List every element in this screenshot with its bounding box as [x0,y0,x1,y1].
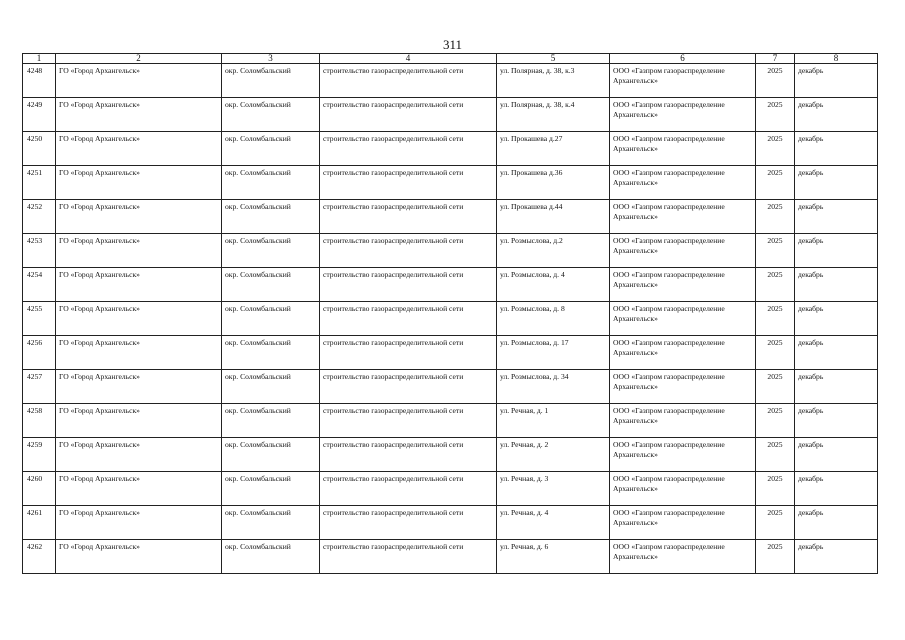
district-cell: окр. Соломбальский [222,370,320,404]
district-cell: окр. Соломбальский [222,234,320,268]
work-type-cell: строительство газораспределительной сети [320,302,497,336]
year-cell: 2025 [756,234,795,268]
address-cell: ул. Прокашева д.27 [497,132,610,166]
page-number: 311 [442,37,463,52]
year-cell: 2025 [756,132,795,166]
month-cell: декабрь [795,336,878,370]
row-number-cell: 4250 [23,132,56,166]
district-cell: окр. Соломбальский [222,540,320,574]
month-cell: декабрь [795,200,878,234]
month-cell: декабрь [795,268,878,302]
column-number: 6 [610,54,756,64]
row-number-cell: 4262 [23,540,56,574]
municipality-cell: ГО «Город Архангельск» [56,166,222,200]
row-number-cell: 4256 [23,336,56,370]
municipality-cell: ГО «Город Архангельск» [56,336,222,370]
row-number-cell: 4248 [23,64,56,98]
organization-cell: ООО «Газпром газораспределение Архангельск» [610,370,756,404]
work-type-cell: строительство газораспределительной сети [320,234,497,268]
month-cell: декабрь [795,370,878,404]
address-cell: ул. Розмыслова, д. 34 [497,370,610,404]
district-cell: окр. Соломбальский [222,472,320,506]
work-type-cell: строительство газораспределительной сети [320,200,497,234]
year-cell: 2025 [756,302,795,336]
row-number-cell: 4259 [23,438,56,472]
address-cell: ул. Речная, д. 6 [497,540,610,574]
row-number-cell: 4252 [23,200,56,234]
year-cell: 2025 [756,370,795,404]
organization-cell: ООО «Газпром газораспределение Архангельск» [610,404,756,438]
district-cell: окр. Соломбальский [222,98,320,132]
municipality-cell: ГО «Город Архангельск» [56,132,222,166]
table-row [23,268,878,302]
organization-cell: ООО «Газпром газораспределение Архангельск» [610,438,756,472]
year-cell: 2025 [756,200,795,234]
district-cell: окр. Соломбальский [222,404,320,438]
municipality-cell: ГО «Город Архангельск» [56,64,222,98]
organization-cell: ООО «Газпром газораспределение Архангельск» [610,200,756,234]
row-number-cell: 4257 [23,370,56,404]
address-cell: ул. Полярная, д. 38, к.3 [497,64,610,98]
organization-cell: ООО «Газпром газораспределение Архангельск» [610,64,756,98]
row-number-cell: 4261 [23,506,56,540]
work-type-cell: строительство газораспределительной сети [320,268,497,302]
district-cell: окр. Соломбальский [222,200,320,234]
address-cell: ул. Речная, д. 3 [497,472,610,506]
table-row [23,404,878,438]
month-cell: декабрь [795,302,878,336]
year-cell: 2025 [756,472,795,506]
table-row [23,506,878,540]
month-cell: декабрь [795,540,878,574]
column-number-row [23,54,878,64]
table-row [23,336,878,370]
year-cell: 2025 [756,404,795,438]
district-cell: окр. Соломбальский [222,268,320,302]
address-cell: ул. Прокашева д.36 [497,166,610,200]
year-cell: 2025 [756,98,795,132]
work-type-cell: строительство газораспределительной сети [320,370,497,404]
work-type-cell: строительство газораспределительной сети [320,64,497,98]
works-table [22,53,878,574]
month-cell: декабрь [795,132,878,166]
row-number-cell: 4258 [23,404,56,438]
address-cell: ул. Речная, д. 4 [497,506,610,540]
year-cell: 2025 [756,540,795,574]
row-number-cell: 4253 [23,234,56,268]
organization-cell: ООО «Газпром газораспределение Архангельск» [610,302,756,336]
municipality-cell: ГО «Город Архангельск» [56,472,222,506]
municipality-cell: ГО «Город Архангельск» [56,438,222,472]
column-number: 7 [756,54,795,64]
column-number: 2 [56,54,222,64]
table-row [23,438,878,472]
column-number: 1 [23,54,56,64]
table-row [23,64,878,98]
work-type-cell: строительство газораспределительной сети [320,336,497,370]
year-cell: 2025 [756,438,795,472]
address-cell: ул. Полярная, д. 38, к.4 [497,98,610,132]
municipality-cell: ГО «Город Архангельск» [56,302,222,336]
work-type-cell: строительство газораспределительной сети [320,540,497,574]
month-cell: декабрь [795,506,878,540]
address-cell: ул. Розмыслова, д.2 [497,234,610,268]
address-cell: ул. Прокашева д.44 [497,200,610,234]
month-cell: декабрь [795,98,878,132]
municipality-cell: ГО «Город Архангельск» [56,268,222,302]
address-cell: ул. Розмыслова, д. 4 [497,268,610,302]
municipality-cell: ГО «Город Архангельск» [56,98,222,132]
year-cell: 2025 [756,268,795,302]
organization-cell: ООО «Газпром газораспределение Архангельск» [610,166,756,200]
municipality-cell: ГО «Город Архангельск» [56,234,222,268]
address-cell: ул. Речная, д. 2 [497,438,610,472]
row-number-cell: 4260 [23,472,56,506]
organization-cell: ООО «Газпром газораспределение Архангельск» [610,268,756,302]
district-cell: окр. Соломбальский [222,336,320,370]
organization-cell: ООО «Газпром газораспределение Архангельск» [610,98,756,132]
municipality-cell: ГО «Город Архангельск» [56,506,222,540]
district-cell: окр. Соломбальский [222,506,320,540]
year-cell: 2025 [756,64,795,98]
organization-cell: ООО «Газпром газораспределение Архангельск» [610,506,756,540]
municipality-cell: ГО «Город Архангельск» [56,370,222,404]
municipality-cell: ГО «Город Архангельск» [56,404,222,438]
address-cell: ул. Розмыслова, д. 8 [497,302,610,336]
month-cell: декабрь [795,472,878,506]
work-type-cell: строительство газораспределительной сети [320,472,497,506]
table-row [23,200,878,234]
work-type-cell: строительство газораспределительной сети [320,404,497,438]
address-cell: ул. Речная, д. 1 [497,404,610,438]
table-row [23,234,878,268]
table-row [23,98,878,132]
work-type-cell: строительство газораспределительной сети [320,166,497,200]
address-cell: ул. Розмыслова, д. 17 [497,336,610,370]
month-cell: декабрь [795,404,878,438]
table-row [23,472,878,506]
district-cell: окр. Соломбальский [222,166,320,200]
table-row [23,302,878,336]
row-number-cell: 4249 [23,98,56,132]
district-cell: окр. Соломбальский [222,302,320,336]
work-type-cell: строительство газораспределительной сети [320,132,497,166]
row-number-cell: 4255 [23,302,56,336]
year-cell: 2025 [756,336,795,370]
year-cell: 2025 [756,506,795,540]
district-cell: окр. Соломбальский [222,64,320,98]
table-row [23,132,878,166]
organization-cell: ООО «Газпром газораспределение Архангельск» [610,234,756,268]
work-type-cell: строительство газораспределительной сети [320,438,497,472]
year-cell: 2025 [756,166,795,200]
row-number-cell: 4251 [23,166,56,200]
table-row [23,540,878,574]
column-number: 4 [320,54,497,64]
municipality-cell: ГО «Город Архангельск» [56,200,222,234]
table-row [23,370,878,404]
column-number: 5 [497,54,610,64]
organization-cell: ООО «Газпром газораспределение Архангельск» [610,540,756,574]
district-cell: окр. Соломбальский [222,132,320,166]
table-body [23,54,878,574]
work-type-cell: строительство газораспределительной сети [320,506,497,540]
organization-cell: ООО «Газпром газораспределение Архангельск» [610,132,756,166]
table-row [23,166,878,200]
column-number: 3 [222,54,320,64]
month-cell: декабрь [795,438,878,472]
month-cell: декабрь [795,234,878,268]
district-cell: окр. Соломбальский [222,438,320,472]
organization-cell: ООО «Газпром газораспределение Архангельск» [610,472,756,506]
work-type-cell: строительство газораспределительной сети [320,98,497,132]
municipality-cell: ГО «Город Архангельск» [56,540,222,574]
column-number: 8 [795,54,878,64]
organization-cell: ООО «Газпром газораспределение Архангельск» [610,336,756,370]
month-cell: декабрь [795,64,878,98]
row-number-cell: 4254 [23,268,56,302]
month-cell: декабрь [795,166,878,200]
